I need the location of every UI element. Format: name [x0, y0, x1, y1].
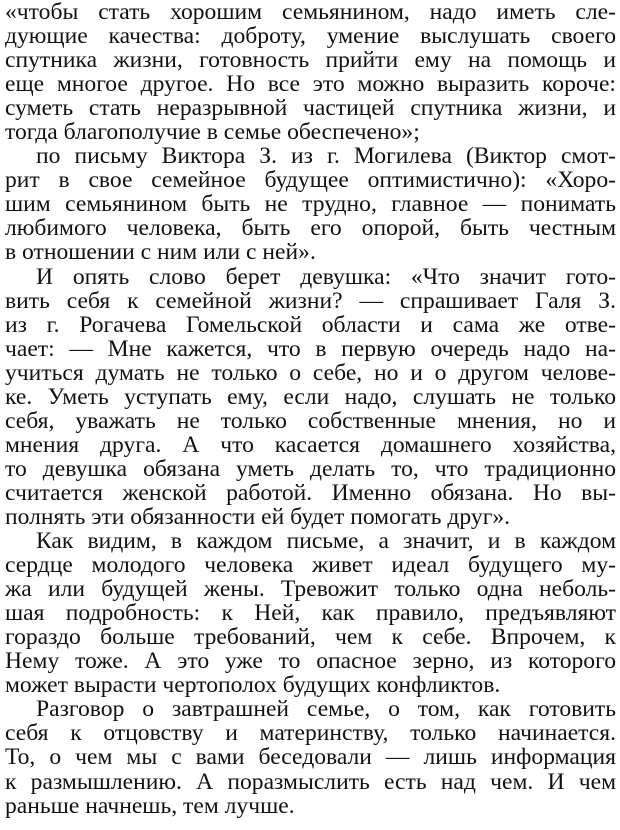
text-line: себя, уважать не только собственные мнения, но и: [5, 407, 616, 434]
document-page: [5, 0, 616, 818]
text-line: То, о чем мы с вами беседовали — лишь информация: [5, 744, 616, 771]
text-line: рит в свое семейное будущее оптимистично): «Хоро-: [5, 167, 616, 194]
paragraph-conclusion: [5, 697, 616, 817]
text-line: Разговор о завтрашней семье, о том, как готовить: [36, 696, 616, 723]
paragraph-galya-letter: [5, 265, 616, 530]
text-line: учиться думать не только о себе, но и о другом челове-: [5, 359, 616, 386]
text-line: в отношении с ним или с ней».: [5, 239, 316, 266]
text-line: шим семьянином быть не трудно, главное — понимать: [5, 191, 616, 218]
text-line: считается женской работой. Именно обязана. Но вы-: [5, 479, 616, 506]
text-line: по письму Виктора З. из г. Могилева (Виктор смот-: [36, 143, 616, 170]
text-line: любимого человека, быть его опорой, быть честным: [5, 215, 616, 242]
text-line: «чтобы стать хорошим семьянином, надо иметь сле-: [5, 0, 616, 25]
text-line: мнения друга. А что касается домашнего хозяйства,: [5, 431, 616, 458]
text-line: гораздо больше требований, чем к себе. Впрочем, к: [5, 624, 616, 651]
text-line: Нему тоже. А это уже то опасное зерно, из которого: [5, 648, 616, 675]
paragraph-quote-continuation: [5, 0, 616, 144]
text-line: суметь стать неразрывной частицей спутника жизни, и: [5, 95, 616, 122]
text-line: жа или будущей жены. Тревожит только одна неболь-: [5, 576, 616, 603]
text-line: то девушка обязана уметь делать то, что традиционно: [5, 455, 616, 482]
paragraph-ideal: [5, 529, 616, 697]
text-line: дующие качества: доброту, умение выслушать своего: [5, 23, 616, 50]
text-line: тогда благополучие в семье обеспечено»;: [5, 119, 420, 146]
text-line: раньше начнешь, тем лучше.: [5, 792, 295, 819]
text-line: себя к отцовству и материнству, только начинается.: [5, 720, 616, 747]
text-line: вить себя к семейной жизни? — спрашивает Галя З.: [5, 287, 616, 314]
text-line: чает: — Мне кажется, что в первую очередь надо на-: [5, 335, 616, 362]
text-line: ке. Уметь уступать ему, если надо, слушать не только: [5, 383, 616, 410]
text-line: из г. Рогачева Гомельской области и сама же отве-: [5, 311, 616, 338]
text-line: спутника жизни, готовность прийти ему на помощь и: [5, 47, 616, 74]
text-line: еще многое другое. Но все это можно выразить короче:: [5, 71, 616, 98]
text-line: полнять эти обязанности ей будет помогать друг».: [5, 503, 511, 530]
text-line: может вырасти чертополох будущих конфликтов.: [5, 672, 501, 699]
text-line: Как видим, в каждом письме, а значит, и в каждом: [36, 528, 616, 555]
text-line: И опять слово берет девушка: «Что значит гото-: [36, 263, 616, 290]
text-line: к размышлению. А поразмыслить есть над чем. И чем: [5, 768, 616, 795]
text-line: шая подробность: к Ней, как правило, предъявляют: [5, 600, 616, 627]
paragraph-viktor-letter: [5, 144, 616, 264]
text-line: сердце молодого человека живет идеал будущего му-: [5, 552, 616, 579]
